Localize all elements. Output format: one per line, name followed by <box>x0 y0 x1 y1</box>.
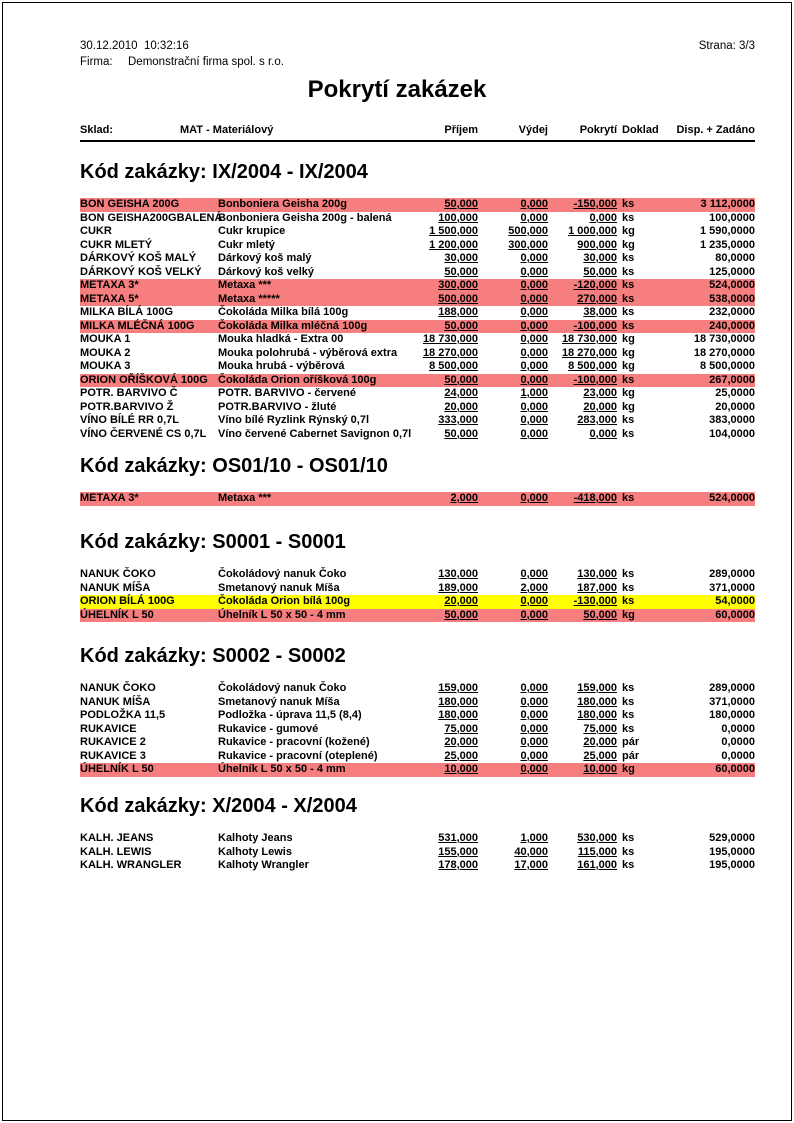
cell-disp-zadano: 54,0000 <box>715 595 755 607</box>
cell-unit: ks <box>622 595 635 607</box>
cell-unit: kg <box>622 225 635 237</box>
cell-prijem: 180,000 <box>438 695 478 708</box>
cell-item-code: NANUK ČOKO <box>80 682 156 694</box>
cell-disp-zadano: 20,0000 <box>715 400 755 413</box>
report-sections <box>80 0 755 1123</box>
cell-pokryti: 270,000 <box>577 292 617 305</box>
table-row <box>80 595 755 609</box>
cell-unit: ks <box>622 319 635 332</box>
section-rows <box>80 492 755 506</box>
cell-disp-zadano: 383,0000 <box>709 414 755 426</box>
cell-pokryti: 20,000 <box>583 736 617 748</box>
cell-description: Metaxa *** <box>218 279 272 291</box>
cell-unit: kg <box>622 608 635 621</box>
cell-pokryti: 115,000 <box>577 845 617 858</box>
table-row <box>80 198 755 212</box>
cell-disp-zadano: 195,0000 <box>709 845 755 858</box>
table-row <box>80 682 755 696</box>
cell-item-code: BON GEISHA200GBALENÁ <box>80 211 223 224</box>
cell-description: Kalhoty Wrangler <box>218 859 309 871</box>
cell-vydej: 17,000 <box>514 859 548 871</box>
cell-disp-zadano: 289,0000 <box>709 568 755 580</box>
cell-unit: ks <box>622 845 635 858</box>
cell-disp-zadano: 25,0000 <box>715 387 755 399</box>
table-row <box>80 609 755 623</box>
cell-vydej: 0,000 <box>520 736 548 748</box>
cell-vydej: 0,000 <box>520 427 548 440</box>
cell-pokryti: 1 000,000 <box>568 225 617 237</box>
cell-item-code: NANUK MÍŠA <box>80 695 151 708</box>
cell-prijem: 50,000 <box>444 427 478 440</box>
cell-vydej: 0,000 <box>520 346 548 359</box>
cell-description: Dárkový koš velký <box>218 265 315 278</box>
cell-unit: kg <box>622 346 635 359</box>
cell-unit: ks <box>622 265 635 278</box>
cell-description: Smetanový nanuk Míša <box>218 581 340 594</box>
section-rows <box>80 198 755 441</box>
cell-item-code: BON GEISHA 200G <box>80 198 180 210</box>
cell-unit: kg <box>622 333 635 345</box>
cell-description: POTR. BARVIVO - červené <box>218 387 356 399</box>
cell-item-code: PODLOŽKA 11,5 <box>80 709 166 721</box>
column-disp-zadano: Disp. + Zadáno <box>676 124 755 136</box>
cell-unit: ks <box>622 682 635 694</box>
cell-unit: ks <box>622 198 635 210</box>
section-title: Kód zakázky: S0001 - S0001 <box>80 531 346 553</box>
cell-disp-zadano: 180,0000 <box>709 709 755 721</box>
cell-unit: ks <box>622 859 635 871</box>
cell-vydej: 0,000 <box>520 279 548 291</box>
cell-disp-zadano: 18 730,0000 <box>693 333 755 345</box>
cell-description: Metaxa *** <box>218 492 272 504</box>
cell-prijem: 50,000 <box>444 608 478 621</box>
cell-description: Úhelník L 50 x 50 - 4 mm <box>218 608 346 621</box>
section-rows <box>80 682 755 777</box>
cell-prijem: 10,000 <box>444 763 478 775</box>
cell-vydej: 0,000 <box>520 333 548 345</box>
cell-unit: ks <box>622 373 635 386</box>
column-sklad-label: Sklad: <box>80 124 114 136</box>
cell-prijem: 155,000 <box>438 845 478 858</box>
cell-vydej: 0,000 <box>520 198 548 210</box>
table-row <box>80 582 755 596</box>
cell-pokryti: 25,000 <box>583 749 617 762</box>
cell-item-code: ÚHELNÍK L 50 <box>80 608 154 621</box>
cell-prijem: 20,000 <box>444 595 478 607</box>
cell-pokryti: 159,000 <box>577 682 617 694</box>
section-title: Kód zakázky: X/2004 - X/2004 <box>80 795 357 817</box>
cell-vydej: 0,000 <box>520 682 548 694</box>
cell-prijem: 18 730,000 <box>422 333 478 345</box>
cell-vydej: 0,000 <box>520 265 548 278</box>
order-section <box>80 795 755 873</box>
cell-pokryti: 0,000 <box>589 211 617 224</box>
cell-prijem: 333,000 <box>438 414 478 426</box>
cell-vydej: 0,000 <box>520 695 548 708</box>
cell-description: Rukavice - gumové <box>218 722 319 735</box>
cell-prijem: 1 200,000 <box>429 238 478 251</box>
cell-description: Mouka polohrubá - výběrová extra <box>218 346 398 359</box>
cell-pokryti: 75,000 <box>583 722 617 735</box>
cell-description: Bonboniera Geisha 200g <box>218 198 347 210</box>
cell-vydej: 500,000 <box>508 225 548 237</box>
table-row <box>80 492 755 506</box>
cell-vydej: 1,000 <box>520 387 548 399</box>
cell-vydej: 0,000 <box>520 749 548 762</box>
cell-pokryti: 50,000 <box>583 608 617 621</box>
cell-item-code: ORION OŘÍŠKOVÁ 100G <box>80 373 208 386</box>
cell-disp-zadano: 1 235,0000 <box>699 238 755 251</box>
cell-vydej: 0,000 <box>520 252 548 264</box>
cell-prijem: 50,000 <box>444 198 478 210</box>
cell-unit: pár <box>622 749 640 762</box>
cell-disp-zadano: 524,0000 <box>709 492 755 504</box>
cell-item-code: POTR. BARVIVO Č <box>80 387 178 399</box>
cell-description: Čokoláda Orion oříšková 100g <box>218 373 377 386</box>
cell-item-code: DÁRKOVÝ KOŠ MALÝ <box>80 252 197 264</box>
cell-item-code: RUKAVICE <box>80 722 137 735</box>
cell-pokryti: 180,000 <box>577 709 617 721</box>
cell-description: Mouka hladká - Extra 00 <box>218 333 344 345</box>
table-row <box>80 320 755 334</box>
section-rows <box>80 568 755 622</box>
cell-item-code: MOUKA 3 <box>80 360 131 372</box>
cell-disp-zadano: 371,0000 <box>709 695 755 708</box>
column-sklad-value: MAT - Materiálový <box>180 124 274 136</box>
cell-description: Bonboniera Geisha 200g - balená <box>218 211 392 224</box>
cell-description: Čokoládový nanuk Čoko <box>218 682 347 694</box>
table-row <box>80 832 755 846</box>
cell-pokryti: 0,000 <box>589 427 617 440</box>
cell-unit: ks <box>622 695 635 708</box>
cell-unit: ks <box>622 492 635 504</box>
table-row <box>80 709 755 723</box>
cell-item-code: RUKAVICE 2 <box>80 736 146 748</box>
cell-unit: kg <box>622 387 635 399</box>
cell-pokryti: 283,000 <box>577 414 617 426</box>
cell-pokryti: -100,000 <box>573 373 617 386</box>
cell-prijem: 30,000 <box>444 252 478 264</box>
cell-vydej: 0,000 <box>520 608 548 621</box>
cell-prijem: 178,000 <box>438 859 478 871</box>
cell-vydej: 0,000 <box>520 709 548 721</box>
cell-description: Kalhoty Lewis <box>218 845 292 858</box>
cell-vydej: 0,000 <box>520 492 548 504</box>
cell-pokryti: -130,000 <box>573 595 617 607</box>
table-row <box>80 212 755 226</box>
table-row <box>80 293 755 307</box>
table-row <box>80 266 755 280</box>
cell-unit: kg <box>622 400 635 413</box>
cell-vydej: 2,000 <box>520 581 548 594</box>
cell-disp-zadano: 60,0000 <box>715 608 755 621</box>
table-row <box>80 846 755 860</box>
table-row <box>80 347 755 361</box>
cell-disp-zadano: 240,0000 <box>709 319 755 332</box>
cell-item-code: VÍNO ČERVENÉ CS 0,7L <box>80 427 207 440</box>
cell-pokryti: 187,000 <box>577 581 617 594</box>
cell-prijem: 24,000 <box>444 387 478 399</box>
report-datetime: 30.12.2010 10:32:16 <box>80 40 189 52</box>
cell-item-code: ORION BÍLÁ 100G <box>80 595 175 607</box>
cell-vydej: 0,000 <box>520 211 548 224</box>
cell-prijem: 20,000 <box>444 736 478 748</box>
cell-prijem: 1 500,000 <box>429 225 478 237</box>
cell-item-code: METAXA 3* <box>80 492 139 504</box>
cell-disp-zadano: 0,0000 <box>721 722 755 735</box>
cell-description: Rukavice - pracovní (kožené) <box>218 736 370 748</box>
cell-vydej: 0,000 <box>520 568 548 580</box>
cell-item-code: MILKA MLÉČNÁ 100G <box>80 319 195 332</box>
cell-item-code: KALH. LEWIS <box>80 845 152 858</box>
cell-unit: ks <box>622 709 635 721</box>
cell-disp-zadano: 104,0000 <box>709 427 755 440</box>
cell-unit: ks <box>622 581 635 594</box>
cell-pokryti: -120,000 <box>573 279 617 291</box>
column-doklad: Doklad <box>622 124 659 136</box>
table-row <box>80 225 755 239</box>
table-row <box>80 859 755 873</box>
cell-unit: ks <box>622 252 635 264</box>
cell-description: Čokoláda Orion bílá 100g <box>218 595 351 607</box>
cell-item-code: METAXA 3* <box>80 279 139 291</box>
cell-vydej: 0,000 <box>520 319 548 332</box>
company-label: Firma: <box>80 56 113 68</box>
order-section <box>80 531 755 622</box>
cell-vydej: 40,000 <box>514 845 548 858</box>
cell-item-code: METAXA 5* <box>80 292 139 305</box>
cell-disp-zadano: 232,0000 <box>709 306 755 318</box>
cell-item-code: RUKAVICE 3 <box>80 749 146 762</box>
cell-disp-zadano: 60,0000 <box>715 763 755 775</box>
cell-vydej: 0,000 <box>520 373 548 386</box>
cell-prijem: 2,000 <box>450 492 478 504</box>
cell-prijem: 25,000 <box>444 749 478 762</box>
cell-pokryti: 161,000 <box>577 859 617 871</box>
cell-pokryti: 10,000 <box>583 763 617 775</box>
cell-disp-zadano: 80,0000 <box>715 252 755 264</box>
cell-pokryti: 130,000 <box>577 568 617 580</box>
cell-pokryti: 18 730,000 <box>561 333 617 345</box>
cell-vydej: 0,000 <box>520 360 548 372</box>
cell-prijem: 50,000 <box>444 319 478 332</box>
column-vydej: Výdej <box>518 124 548 136</box>
cell-item-code: MOUKA 2 <box>80 346 131 359</box>
company-name: Demonstrační firma spol. s r.o. <box>128 56 284 68</box>
section-rows <box>80 832 755 873</box>
cell-item-code: VÍNO BÍLÉ RR 0,7L <box>80 414 180 426</box>
cell-description: Smetanový nanuk Míša <box>218 695 340 708</box>
table-row <box>80 306 755 320</box>
cell-disp-zadano: 1 590,0000 <box>699 225 755 237</box>
table-row <box>80 387 755 401</box>
cell-pokryti: -418,000 <box>573 492 617 504</box>
cell-pokryti: 38,000 <box>583 306 617 318</box>
cell-item-code: DÁRKOVÝ KOŠ VELKÝ <box>80 265 202 278</box>
cell-description: Cukr krupice <box>218 225 286 237</box>
cell-unit: ks <box>622 832 635 844</box>
cell-item-code: NANUK MÍŠA <box>80 581 151 594</box>
cell-pokryti: 8 500,000 <box>568 360 617 372</box>
cell-description: Úhelník L 50 x 50 - 4 mm <box>218 763 346 775</box>
cell-unit: ks <box>622 427 635 440</box>
cell-unit: kg <box>622 763 635 775</box>
section-title: Kód zakázky: S0002 - S0002 <box>80 645 346 667</box>
cell-prijem: 50,000 <box>444 373 478 386</box>
cell-disp-zadano: 371,0000 <box>709 581 755 594</box>
cell-description: Čokoládový nanuk Čoko <box>218 568 347 580</box>
cell-pokryti: 23,000 <box>583 387 617 399</box>
cell-unit: ks <box>622 414 635 426</box>
cell-disp-zadano: 18 270,0000 <box>693 346 755 359</box>
page-number: Strana: 3/3 <box>698 40 755 52</box>
cell-pokryti: 30,000 <box>583 252 617 264</box>
section-title: Kód zakázky: OS01/10 - OS01/10 <box>80 455 388 477</box>
cell-description: POTR.BARVIVO - žluté <box>218 400 337 413</box>
cell-unit: ks <box>622 292 635 305</box>
cell-prijem: 50,000 <box>444 265 478 278</box>
cell-prijem: 20,000 <box>444 400 478 413</box>
order-section <box>80 645 755 777</box>
cell-disp-zadano: 8 500,0000 <box>699 360 755 372</box>
section-title: Kód zakázky: IX/2004 - IX/2004 <box>80 161 368 183</box>
cell-vydej: 0,000 <box>520 414 548 426</box>
cell-vydej: 0,000 <box>520 400 548 413</box>
cell-disp-zadano: 0,0000 <box>721 736 755 748</box>
table-row <box>80 568 755 582</box>
cell-pokryti: -100,000 <box>573 319 617 332</box>
cell-item-code: CUKR MLETÝ <box>80 238 153 251</box>
cell-unit: pár <box>622 736 640 748</box>
cell-prijem: 8 500,000 <box>429 360 478 372</box>
cell-description: Mouka hrubá - výběrová <box>218 360 345 372</box>
order-section <box>80 161 755 441</box>
cell-pokryti: 900,000 <box>577 238 617 251</box>
cell-description: Čokoláda Milka mléčná 100g <box>218 319 368 332</box>
cell-prijem: 180,000 <box>438 709 478 721</box>
cell-vydej: 300,000 <box>508 238 548 251</box>
cell-prijem: 18 270,000 <box>422 346 478 359</box>
cell-disp-zadano: 0,0000 <box>721 749 755 762</box>
cell-disp-zadano: 100,0000 <box>709 211 755 224</box>
cell-prijem: 100,000 <box>438 211 478 224</box>
order-section <box>80 455 755 506</box>
cell-prijem: 531,000 <box>438 832 478 844</box>
table-row <box>80 360 755 374</box>
cell-description: Metaxa ***** <box>218 292 280 305</box>
cell-description: Cukr mletý <box>218 238 275 251</box>
table-row <box>80 401 755 415</box>
cell-prijem: 189,000 <box>438 581 478 594</box>
cell-prijem: 300,000 <box>438 279 478 291</box>
cell-item-code: NANUK ČOKO <box>80 568 156 580</box>
cell-item-code: MILKA BÍLÁ 100G <box>80 306 174 318</box>
table-row <box>80 750 755 764</box>
cell-pokryti: 50,000 <box>583 265 617 278</box>
table-row <box>80 374 755 388</box>
cell-disp-zadano: 3 112,0000 <box>700 198 755 210</box>
table-row <box>80 736 755 750</box>
cell-unit: ks <box>622 211 635 224</box>
cell-item-code: CUKR <box>80 225 112 237</box>
cell-description: Podložka - úprava 11,5 (8,4) <box>218 709 362 721</box>
table-row <box>80 763 755 777</box>
cell-vydej: 0,000 <box>520 763 548 775</box>
cell-prijem: 130,000 <box>438 568 478 580</box>
table-row <box>80 333 755 347</box>
cell-disp-zadano: 538,0000 <box>709 292 755 305</box>
table-row <box>80 696 755 710</box>
cell-unit: ks <box>622 722 635 735</box>
cell-vydej: 0,000 <box>520 722 548 735</box>
cell-vydej: 0,000 <box>520 292 548 305</box>
cell-prijem: 75,000 <box>444 722 478 735</box>
cell-vydej: 0,000 <box>520 306 548 318</box>
cell-pokryti: 18 270,000 <box>561 346 617 359</box>
cell-disp-zadano: 125,0000 <box>709 265 755 278</box>
table-row <box>80 723 755 737</box>
cell-disp-zadano: 195,0000 <box>709 859 755 871</box>
cell-prijem: 500,000 <box>438 292 478 305</box>
cell-unit: ks <box>622 306 635 318</box>
cell-item-code: POTR.BARVIVO Ž <box>80 400 174 413</box>
table-row <box>80 279 755 293</box>
cell-pokryti: 180,000 <box>577 695 617 708</box>
cell-description: Kalhoty Jeans <box>218 832 293 844</box>
cell-pokryti: 530,000 <box>577 832 617 844</box>
cell-unit: kg <box>622 360 635 372</box>
cell-description: Rukavice - pracovní (oteplené) <box>218 749 378 762</box>
cell-item-code: MOUKA 1 <box>80 333 131 345</box>
table-row <box>80 252 755 266</box>
cell-description: Víno červené Cabernet Savignon 0,7l <box>218 427 412 440</box>
cell-vydej: 0,000 <box>520 595 548 607</box>
cell-unit: ks <box>622 568 635 580</box>
cell-vydej: 1,000 <box>520 832 548 844</box>
cell-pokryti: 20,000 <box>583 400 617 413</box>
table-row <box>80 239 755 253</box>
table-row <box>80 414 755 428</box>
cell-item-code: ÚHELNÍK L 50 <box>80 763 154 775</box>
cell-prijem: 159,000 <box>438 682 478 694</box>
table-row <box>80 428 755 442</box>
cell-description: Dárkový koš malý <box>218 252 312 264</box>
cell-disp-zadano: 524,0000 <box>709 279 755 291</box>
column-prijem: Příjem <box>444 124 478 136</box>
cell-item-code: KALH. WRANGLER <box>80 859 182 871</box>
cell-unit: ks <box>622 279 635 291</box>
cell-prijem: 188,000 <box>438 306 478 318</box>
cell-disp-zadano: 529,0000 <box>709 832 755 844</box>
cell-description: Víno bílé Ryzlink Rýnský 0,7l <box>218 414 369 426</box>
cell-unit: kg <box>622 238 635 251</box>
cell-disp-zadano: 289,0000 <box>709 682 755 694</box>
cell-item-code: KALH. JEANS <box>80 832 154 844</box>
column-pokryti: Pokrytí <box>579 124 617 136</box>
report-title: Pokrytí zakázek <box>307 76 487 103</box>
cell-disp-zadano: 267,0000 <box>709 373 755 386</box>
cell-pokryti: -150,000 <box>573 198 617 210</box>
cell-description: Čokoláda Milka bílá 100g <box>218 306 349 318</box>
